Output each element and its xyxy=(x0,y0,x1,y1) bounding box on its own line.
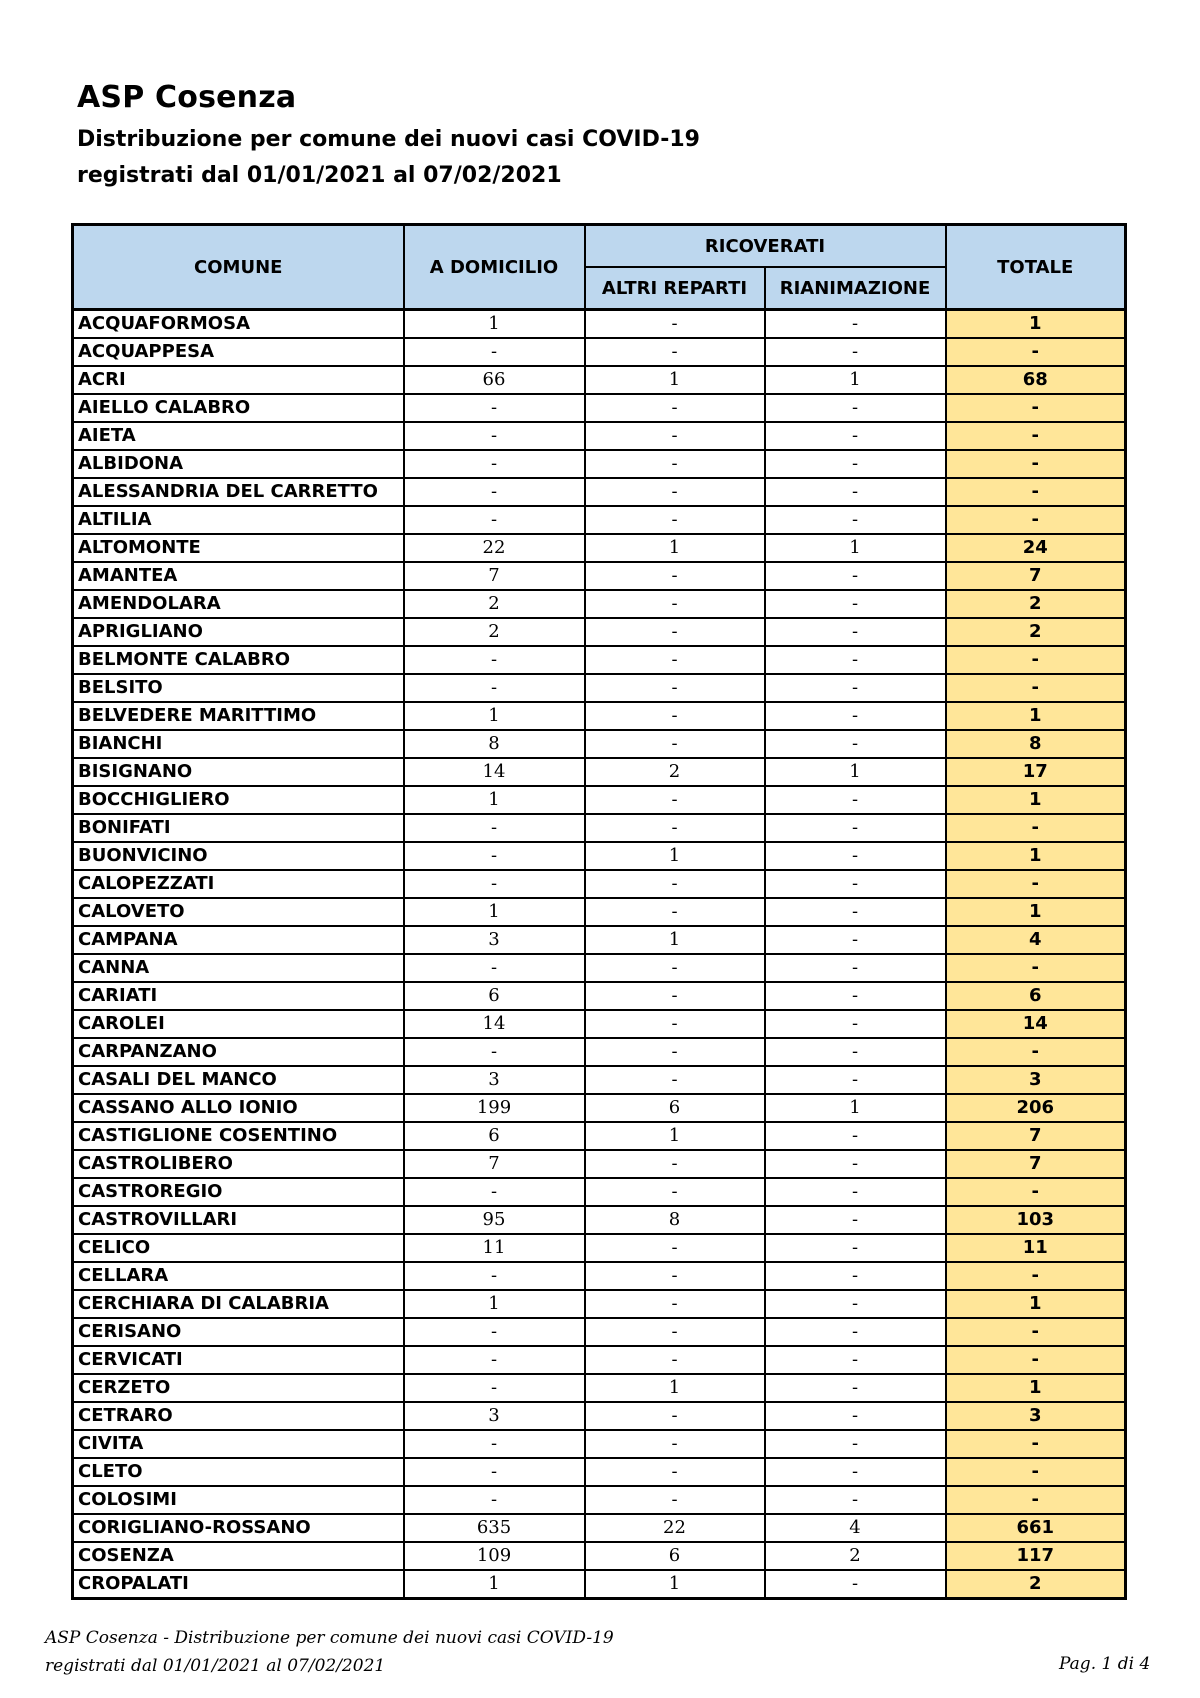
table-row xyxy=(73,1542,1126,1570)
cell-totale: - xyxy=(946,1262,1126,1290)
cell-totale: 117 xyxy=(946,1542,1126,1570)
cell-comune: CALOVETO xyxy=(73,898,404,926)
cell-rianimazione: 1 xyxy=(765,1094,946,1122)
cell-altri-reparti: 1 xyxy=(585,926,765,954)
cell-rianimazione: - xyxy=(765,450,946,478)
table-row xyxy=(73,1150,1126,1178)
cell-comune: CARIATI xyxy=(73,982,404,1010)
cell-rianimazione: 1 xyxy=(765,758,946,786)
cell-altri-reparti: - xyxy=(585,422,765,450)
cell-rianimazione: - xyxy=(765,590,946,618)
cell-altri-reparti: - xyxy=(585,646,765,674)
cell-rianimazione: - xyxy=(765,786,946,814)
table-row xyxy=(73,618,1126,646)
table-row xyxy=(73,1206,1126,1234)
cell-comune: CASALI DEL MANCO xyxy=(73,1066,404,1094)
cell-altri-reparti: 8 xyxy=(585,1206,765,1234)
cell-comune: CROPALATI xyxy=(73,1570,404,1599)
table-row xyxy=(73,1430,1126,1458)
cell-totale: 1 xyxy=(946,786,1126,814)
cell-totale: 1 xyxy=(946,702,1126,730)
table-row xyxy=(73,730,1126,758)
cell-comune: CASSANO ALLO IONIO xyxy=(73,1094,404,1122)
table-row xyxy=(73,1374,1126,1402)
table-row xyxy=(73,1066,1126,1094)
cell-altri-reparti: 1 xyxy=(585,842,765,870)
cell-rianimazione: - xyxy=(765,338,946,366)
cell-domicilio: - xyxy=(404,814,585,842)
cell-domicilio: 8 xyxy=(404,730,585,758)
cell-altri-reparti: 2 xyxy=(585,758,765,786)
footer-text: ASP Cosenza - Distribuzione per comune dei nuovi casi COVID-19 xyxy=(45,1628,614,1648)
page-number: Pag. 1 di 4 xyxy=(1059,1654,1151,1674)
cell-totale: 24 xyxy=(946,534,1126,562)
cell-totale: 3 xyxy=(946,1066,1126,1094)
cell-rianimazione: - xyxy=(765,1066,946,1094)
table-row xyxy=(73,898,1126,926)
page-title: ASP Cosenza xyxy=(77,80,297,115)
table-row xyxy=(73,1234,1126,1262)
cell-rianimazione: 4 xyxy=(765,1514,946,1542)
cell-rianimazione: - xyxy=(765,1458,946,1486)
cell-domicilio: 22 xyxy=(404,534,585,562)
cell-comune: ACQUAPPESA xyxy=(73,338,404,366)
cell-rianimazione: - xyxy=(765,1206,946,1234)
cell-comune: AIELLO CALABRO xyxy=(73,394,404,422)
cell-rianimazione: - xyxy=(765,310,946,339)
cell-totale: 2 xyxy=(946,618,1126,646)
table-row xyxy=(73,646,1126,674)
cell-altri-reparti: - xyxy=(585,1262,765,1290)
cell-altri-reparti: - xyxy=(585,1402,765,1430)
cell-altri-reparti: - xyxy=(585,338,765,366)
cell-comune: BELMONTE CALABRO xyxy=(73,646,404,674)
cell-comune: COSENZA xyxy=(73,1542,404,1570)
cell-rianimazione: - xyxy=(765,954,946,982)
cell-domicilio: 3 xyxy=(404,1402,585,1430)
cell-altri-reparti: - xyxy=(585,1066,765,1094)
cell-totale: - xyxy=(946,338,1126,366)
cell-rianimazione: - xyxy=(765,394,946,422)
cell-domicilio: - xyxy=(404,1318,585,1346)
cell-totale: 1 xyxy=(946,898,1126,926)
cell-totale: 17 xyxy=(946,758,1126,786)
cell-altri-reparti: - xyxy=(585,450,765,478)
cell-altri-reparti: - xyxy=(585,982,765,1010)
cell-altri-reparti: 1 xyxy=(585,1374,765,1402)
cell-rianimazione: - xyxy=(765,646,946,674)
cell-altri-reparti: 1 xyxy=(585,1122,765,1150)
cell-altri-reparti: - xyxy=(585,1234,765,1262)
header-ricoverati: RICOVERATI xyxy=(585,225,946,268)
header-totale: TOTALE xyxy=(946,225,1126,310)
cell-comune: CANNA xyxy=(73,954,404,982)
cell-comune: ACRI xyxy=(73,366,404,394)
cell-totale: - xyxy=(946,1318,1126,1346)
cell-altri-reparti: - xyxy=(585,954,765,982)
cell-altri-reparti: - xyxy=(585,814,765,842)
table-row xyxy=(73,674,1126,702)
table-row xyxy=(73,1010,1126,1038)
cell-altri-reparti: - xyxy=(585,1458,765,1486)
cell-totale: 2 xyxy=(946,1570,1126,1599)
table-row xyxy=(73,1290,1126,1318)
cell-rianimazione: - xyxy=(765,422,946,450)
header-comune: COMUNE xyxy=(73,225,404,310)
cell-totale: - xyxy=(946,1178,1126,1206)
cell-altri-reparti: 1 xyxy=(585,1570,765,1599)
cell-rianimazione: - xyxy=(765,982,946,1010)
cell-comune: CETRARO xyxy=(73,1402,404,1430)
cell-domicilio: 3 xyxy=(404,926,585,954)
cell-altri-reparti: - xyxy=(585,394,765,422)
cell-altri-reparti: - xyxy=(585,1290,765,1318)
cell-domicilio: 109 xyxy=(404,1542,585,1570)
cell-domicilio: - xyxy=(404,450,585,478)
cell-domicilio: - xyxy=(404,1430,585,1458)
table-row xyxy=(73,422,1126,450)
cell-rianimazione: - xyxy=(765,1290,946,1318)
cell-totale: - xyxy=(946,394,1126,422)
cell-rianimazione: - xyxy=(765,1122,946,1150)
cell-rianimazione: - xyxy=(765,1262,946,1290)
cell-totale: 14 xyxy=(946,1010,1126,1038)
cell-totale: - xyxy=(946,814,1126,842)
cell-comune: BELSITO xyxy=(73,674,404,702)
cell-rianimazione: - xyxy=(765,506,946,534)
cell-domicilio: 1 xyxy=(404,310,585,339)
cell-rianimazione: - xyxy=(765,1038,946,1066)
cell-rianimazione: - xyxy=(765,814,946,842)
cell-totale: 68 xyxy=(946,366,1126,394)
cell-domicilio: - xyxy=(404,1458,585,1486)
table-row xyxy=(73,870,1126,898)
cell-totale: - xyxy=(946,422,1126,450)
table-row xyxy=(73,1486,1126,1514)
cell-totale: - xyxy=(946,1038,1126,1066)
cell-rianimazione: - xyxy=(765,478,946,506)
cell-totale: 7 xyxy=(946,1150,1126,1178)
cell-rianimazione: - xyxy=(765,1570,946,1599)
cell-comune: BUONVICINO xyxy=(73,842,404,870)
cell-altri-reparti: 6 xyxy=(585,1094,765,1122)
cell-rianimazione: - xyxy=(765,1010,946,1038)
cell-totale: 4 xyxy=(946,926,1126,954)
cell-domicilio: - xyxy=(404,870,585,898)
table-row xyxy=(73,478,1126,506)
cell-totale: 1 xyxy=(946,1374,1126,1402)
cell-totale: - xyxy=(946,506,1126,534)
cell-altri-reparti: - xyxy=(585,870,765,898)
table-row xyxy=(73,926,1126,954)
cell-altri-reparti: - xyxy=(585,730,765,758)
cell-domicilio: 95 xyxy=(404,1206,585,1234)
cell-totale: 6 xyxy=(946,982,1126,1010)
cell-totale: - xyxy=(946,1346,1126,1374)
cell-comune: CERZETO xyxy=(73,1374,404,1402)
cell-comune: AMANTEA xyxy=(73,562,404,590)
cell-comune: CASTIGLIONE COSENTINO xyxy=(73,1122,404,1150)
cell-comune: CERVICATI xyxy=(73,1346,404,1374)
cell-domicilio: 1 xyxy=(404,1570,585,1599)
cell-totale: 1 xyxy=(946,842,1126,870)
cell-comune: CARPANZANO xyxy=(73,1038,404,1066)
cell-rianimazione: - xyxy=(765,870,946,898)
cell-domicilio: 7 xyxy=(404,1150,585,1178)
table-row xyxy=(73,366,1126,394)
cell-totale: - xyxy=(946,870,1126,898)
cell-domicilio: 14 xyxy=(404,758,585,786)
cell-rianimazione: - xyxy=(765,898,946,926)
table-row xyxy=(73,1402,1126,1430)
cell-domicilio: - xyxy=(404,1486,585,1514)
cell-comune: CELICO xyxy=(73,1234,404,1262)
cell-rianimazione: 2 xyxy=(765,1542,946,1570)
table-row xyxy=(73,450,1126,478)
cases-table xyxy=(71,223,1127,1600)
table-row xyxy=(73,842,1126,870)
table-row xyxy=(73,310,1126,339)
cell-comune: CORIGLIANO-ROSSANO xyxy=(73,1514,404,1542)
cell-comune: BISIGNANO xyxy=(73,758,404,786)
cell-domicilio: 6 xyxy=(404,1122,585,1150)
table-row xyxy=(73,1318,1126,1346)
cell-altri-reparti: - xyxy=(585,702,765,730)
cell-rianimazione: 1 xyxy=(765,534,946,562)
cell-comune: BIANCHI xyxy=(73,730,404,758)
table-row xyxy=(73,1262,1126,1290)
table-row xyxy=(73,394,1126,422)
cell-comune: ACQUAFORMOSA xyxy=(73,310,404,339)
cell-rianimazione: - xyxy=(765,1318,946,1346)
cell-totale: 7 xyxy=(946,562,1126,590)
cell-domicilio: 1 xyxy=(404,898,585,926)
cell-totale: 206 xyxy=(946,1094,1126,1122)
cell-comune: AMENDOLARA xyxy=(73,590,404,618)
cell-comune: CLETO xyxy=(73,1458,404,1486)
table-row xyxy=(73,702,1126,730)
cell-domicilio: - xyxy=(404,842,585,870)
cell-totale: 8 xyxy=(946,730,1126,758)
cell-comune: CASTROREGIO xyxy=(73,1178,404,1206)
cell-domicilio: 7 xyxy=(404,562,585,590)
cell-comune: CERCHIARA DI CALABRIA xyxy=(73,1290,404,1318)
cell-comune: CELLARA xyxy=(73,1262,404,1290)
table-row xyxy=(73,562,1126,590)
cell-totale: 661 xyxy=(946,1514,1126,1542)
cell-domicilio: 6 xyxy=(404,982,585,1010)
cell-rianimazione: - xyxy=(765,1150,946,1178)
cell-rianimazione: - xyxy=(765,842,946,870)
cell-comune: ALBIDONA xyxy=(73,450,404,478)
page-subtitle: Distribuzione per comune dei nuovi casi COVID-19 xyxy=(77,127,700,152)
cell-altri-reparti: 1 xyxy=(585,366,765,394)
cell-altri-reparti: 1 xyxy=(585,534,765,562)
cell-comune: ALESSANDRIA DEL CARRETTO xyxy=(73,478,404,506)
cell-domicilio: - xyxy=(404,1038,585,1066)
table-row xyxy=(73,1458,1126,1486)
cell-domicilio: - xyxy=(404,1346,585,1374)
cell-totale: - xyxy=(946,1430,1126,1458)
cell-domicilio: - xyxy=(404,506,585,534)
cell-altri-reparti: - xyxy=(585,618,765,646)
cell-totale: - xyxy=(946,954,1126,982)
cell-domicilio: 2 xyxy=(404,618,585,646)
cell-totale: - xyxy=(946,646,1126,674)
cell-rianimazione: - xyxy=(765,1234,946,1262)
cell-altri-reparti: - xyxy=(585,1430,765,1458)
cell-domicilio: - xyxy=(404,1374,585,1402)
cell-comune: BONIFATI xyxy=(73,814,404,842)
cell-altri-reparti: - xyxy=(585,898,765,926)
table-row xyxy=(73,1514,1126,1542)
cell-comune: COLOSIMI xyxy=(73,1486,404,1514)
cell-totale: - xyxy=(946,450,1126,478)
cell-domicilio: - xyxy=(404,478,585,506)
cell-comune: CASTROLIBERO xyxy=(73,1150,404,1178)
cell-rianimazione: - xyxy=(765,730,946,758)
cell-domicilio: 1 xyxy=(404,786,585,814)
cell-domicilio: - xyxy=(404,1262,585,1290)
cell-comune: BELVEDERE MARITTIMO xyxy=(73,702,404,730)
cell-totale: - xyxy=(946,674,1126,702)
cell-domicilio: 14 xyxy=(404,1010,585,1038)
cell-comune: CIVITA xyxy=(73,1430,404,1458)
cell-domicilio: - xyxy=(404,338,585,366)
cell-altri-reparti: 6 xyxy=(585,1542,765,1570)
table-row xyxy=(73,1178,1126,1206)
table-row xyxy=(73,590,1126,618)
table-row xyxy=(73,534,1126,562)
cell-domicilio: - xyxy=(404,422,585,450)
cell-rianimazione: - xyxy=(765,618,946,646)
table-row xyxy=(73,786,1126,814)
cell-totale: 7 xyxy=(946,1122,1126,1150)
table-row xyxy=(73,1346,1126,1374)
cell-totale: 3 xyxy=(946,1402,1126,1430)
cell-totale: 2 xyxy=(946,590,1126,618)
cell-rianimazione: - xyxy=(765,1402,946,1430)
cell-rianimazione: - xyxy=(765,1430,946,1458)
cell-domicilio: - xyxy=(404,394,585,422)
cell-totale: - xyxy=(946,1486,1126,1514)
table-row xyxy=(73,338,1126,366)
cell-altri-reparti: - xyxy=(585,1010,765,1038)
cell-totale: - xyxy=(946,478,1126,506)
cell-domicilio: 199 xyxy=(404,1094,585,1122)
table-row xyxy=(73,1122,1126,1150)
table-row xyxy=(73,1570,1126,1599)
cell-totale: 1 xyxy=(946,310,1126,339)
cell-rianimazione: - xyxy=(765,1346,946,1374)
cell-domicilio: - xyxy=(404,1178,585,1206)
table-row xyxy=(73,1038,1126,1066)
cell-rianimazione: 1 xyxy=(765,366,946,394)
cell-rianimazione: - xyxy=(765,674,946,702)
table-row xyxy=(73,982,1126,1010)
cell-totale: 1 xyxy=(946,1290,1126,1318)
cell-totale: 103 xyxy=(946,1206,1126,1234)
table-body xyxy=(73,310,1126,1599)
table-row xyxy=(73,506,1126,534)
cell-comune: CAROLEI xyxy=(73,1010,404,1038)
cell-altri-reparti: - xyxy=(585,786,765,814)
cell-altri-reparti: - xyxy=(585,1038,765,1066)
table-row xyxy=(73,954,1126,982)
cell-domicilio: 2 xyxy=(404,590,585,618)
cell-rianimazione: - xyxy=(765,1486,946,1514)
cell-rianimazione: - xyxy=(765,1374,946,1402)
cell-domicilio: - xyxy=(404,646,585,674)
cell-comune: ALTOMONTE xyxy=(73,534,404,562)
cell-totale: - xyxy=(946,1458,1126,1486)
cell-altri-reparti: - xyxy=(585,1150,765,1178)
cell-comune: APRIGLIANO xyxy=(73,618,404,646)
cell-altri-reparti: - xyxy=(585,506,765,534)
cell-comune: CERISANO xyxy=(73,1318,404,1346)
table-row xyxy=(73,758,1126,786)
cell-domicilio: 1 xyxy=(404,702,585,730)
cell-comune: CALOPEZZATI xyxy=(73,870,404,898)
cell-altri-reparti: 22 xyxy=(585,1514,765,1542)
cell-domicilio: 11 xyxy=(404,1234,585,1262)
cell-domicilio: 3 xyxy=(404,1066,585,1094)
page-date-range: registrati dal 01/01/2021 al 07/02/2021 xyxy=(77,163,562,188)
cell-comune: ALTILIA xyxy=(73,506,404,534)
cell-altri-reparti: - xyxy=(585,478,765,506)
cell-altri-reparti: - xyxy=(585,1486,765,1514)
cell-domicilio: 635 xyxy=(404,1514,585,1542)
cell-altri-reparti: - xyxy=(585,562,765,590)
cell-comune: BOCCHIGLIERO xyxy=(73,786,404,814)
cell-comune: CAMPANA xyxy=(73,926,404,954)
cell-altri-reparti: - xyxy=(585,674,765,702)
cell-altri-reparti: - xyxy=(585,310,765,339)
table-row xyxy=(73,814,1126,842)
table-row xyxy=(73,1094,1126,1122)
cell-altri-reparti: - xyxy=(585,1178,765,1206)
cell-domicilio: - xyxy=(404,674,585,702)
cell-totale: 11 xyxy=(946,1234,1126,1262)
cell-rianimazione: - xyxy=(765,1178,946,1206)
footer-date-range: registrati dal 01/01/2021 al 07/02/2021 xyxy=(45,1656,386,1676)
cell-domicilio: 66 xyxy=(404,366,585,394)
header-domicilio: A DOMICILIO xyxy=(404,225,585,310)
cell-domicilio: - xyxy=(404,954,585,982)
cell-altri-reparti: - xyxy=(585,590,765,618)
header-rianimazione: RIANIMAZIONE xyxy=(765,267,946,310)
header-altri-reparti: ALTRI REPARTI xyxy=(585,267,765,310)
cell-domicilio: 1 xyxy=(404,1290,585,1318)
cell-comune: CASTROVILLARI xyxy=(73,1206,404,1234)
cell-comune: AIETA xyxy=(73,422,404,450)
cell-altri-reparti: - xyxy=(585,1346,765,1374)
table-header xyxy=(73,225,1126,310)
cell-altri-reparti: - xyxy=(585,1318,765,1346)
cell-rianimazione: - xyxy=(765,926,946,954)
cell-rianimazione: - xyxy=(765,702,946,730)
cell-rianimazione: - xyxy=(765,562,946,590)
